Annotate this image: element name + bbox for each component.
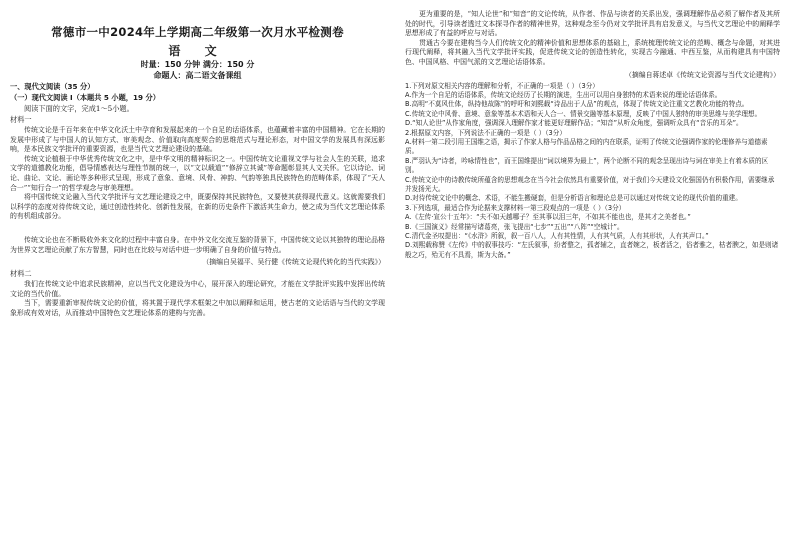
answer-option: A.作为一个自足的话语体系，传统文论经历了长期的演进，生出可以用自身独特的术语来说的理论话语体系。 bbox=[405, 90, 722, 99]
question-stem: 2.根据原文内容，下列说法不正确的一项是（ ）（3分） bbox=[405, 128, 566, 137]
answer-option: C.清代金圣叹提出：“《水浒》所叙，叙一百八人，人有其性情，人有其气质，人有其形状，人有其声口。” bbox=[405, 232, 709, 241]
material-1-source: （摘编自吴福平、吴行健《传统文论现代转化的当代实践》） bbox=[202, 258, 385, 267]
material-1-paragraph: 传统文论也在不断吸收外来文化的过程中丰富自身。在中外文化交流互鉴的背景下，中国传统文论以其独特的理论品格为世界文艺理论贡献了东方智慧，同时也在比较与对话中进一步明确了自身的价值与特点。 bbox=[10, 235, 385, 254]
answer-option: A.《左传·宣公十五年》：“夫不如天越哪子？至其事以泪三年，不如其不能也也，是其才之美者也。” bbox=[405, 213, 691, 222]
material-1-label: 材料一 bbox=[10, 115, 32, 124]
material-2-paragraph: 当下，需要重新审视传统文论的价值，将其置于现代学术框架之中加以阐释和运用，使古老的文论话语与当代的文学现象形成有效对话，从而推动中国特色文艺理论体系的建构与完善。 bbox=[10, 299, 385, 317]
answer-option: B.《三国演义》经常描写诸葛亮，张飞提出“七步”“五出”“八阵”“空城计”。 bbox=[405, 222, 624, 231]
reading-instruction: 阅读下面的文字，完成1～5小题。 bbox=[24, 104, 134, 113]
answer-option: D.“知人论世”从作家角度，强调深入理解作家才能更好理解作品；“知音”从听众角度，强调听众具有“音乐的耳朵”。 bbox=[405, 119, 743, 128]
material-2-continuation: 贯通古今要在建构当今人们传统文化的精神价值和思想体系的基础上，系统梳理传统文论的范畴、概念与命题，对其进行现代阐释，将其融入当代文学批评实践，促进传统文论的创造性转化，实现古今融通、中西互鉴，从而构建具有中国特色、中国风格、中国气派的文艺理论话语体系。 bbox=[405, 38, 780, 66]
material-1-paragraph: 传统文论是千百年来在中华文化沃土中孕育和发展起来的一个自足的话语体系，也蕴藏着丰富的中国精神。它在长期的发展中形成了与中国人的认知方式、审美观念、价值取向高度契合的思维范式与理论形态，对中国文学的发展具有深远影响，是本民族文学批评的重要资源，也是当代文艺理论建设的基础。 bbox=[10, 126, 385, 154]
author-line: 命题人：高二语文备课组 bbox=[153, 71, 242, 80]
answer-option: D.对待传统文论中的概念、术语，不能生搬硬套，但是分析语言和理论总是可以通过对传统文论的现代价值的重建。 bbox=[405, 194, 742, 203]
time-score: 时量：150 分钟 满分：150 分 bbox=[140, 60, 255, 69]
question-stem: 3.下列选项，最适合作为论据来支撑材料一第三段观点的一项是（ ）（3分） bbox=[405, 203, 626, 212]
material-2-paragraph: 我们在传统文论中追求民族精神，应以当代文化建设为中心，展开深入的理论研究，才能在文学批评实践中发挥出传统文论的当代价值。 bbox=[10, 280, 385, 298]
material-2-source: （摘编自蒋述卓《传统文论资源与当代文论建构》） bbox=[624, 70, 780, 79]
subsection-heading: （一）现代文阅读 I（本题共 5 小题，19 分） bbox=[10, 93, 160, 102]
right-column bbox=[405, 10, 780, 260]
material-2-continuation: 更为重要的是，“知人论世”和“知音”的文论传统，从作者、作品与读者的关系出发，强调理解作品必须了解作者及其所处的时代，引导读者透过文本探寻作者的精神世界，这种观念至今仍对文学批评具有启发意义，与当代文艺理论中的阐释学思想形成了有益的呼应与对话。 bbox=[405, 10, 780, 38]
material-1-paragraph: 将中国传统文论融入当代文学批评与文艺理论建设之中，既要保持其民族特色，又要使其获得现代意义。这就需要我们以科学的态度对待传统文论，通过创造性转化、创新性发展，在新的历史条件下激活其生命力，使之成为当代文艺理论体系的有机组成部分。 bbox=[10, 193, 385, 221]
answer-option: C.传统文论中风骨、意境、意象等基本术语和天人合一、情景交融等基本原理，反映了中国人独特的审美思维与美学理想。 bbox=[405, 109, 762, 118]
answer-option: C.传统文论中的诗教传统所蕴含的思想观念在当今社会依然具有重要价值，对于我们今天建设文化强国仍有积极作用，需要继承并发扬光大。 bbox=[405, 175, 775, 194]
answer-option: D.刘熙载称赞《左传》中的叙事技巧：“左氏叙事，纷者整之，孤者辅之，直者婉之，板者活之，俗者雅之，枯者腴之，如是则诸般之巧，殆无有不具焉，斯为大备。” bbox=[405, 241, 779, 259]
material-2-label: 材料二 bbox=[10, 269, 32, 279]
subject-label: 语 文 bbox=[168, 44, 227, 58]
material-1-paragraph: 传统文论植根于中华优秀传统文化之中，是中华文明的精神标识之一。中国传统文论重视文学与社会人生的关联，追求文学的道德教化功能，倡导情感表达与理性节制的统一，以“文以载道”“修辞立其诚”等命题彰显其人文关怀。它以诗论、词论、曲论、文论、画论等多种形式呈现，形成了意象、意境、风骨、神韵、气韵等独具民族特色的范畴体系，体现了“天人合一”“知行合一”的哲学观念与审美理想。 bbox=[10, 154, 385, 192]
section-heading: 一、现代文阅读（35 分） bbox=[10, 82, 95, 91]
left-column bbox=[10, 10, 385, 319]
answer-option: A.材料一第二段引用王国维之语，揭示了作家人格与作品品格之间的内在联系，证明了传统文论强调作家的伦理修养与道德素质。 bbox=[405, 138, 768, 156]
answer-option: B.高明“不莫风仕体，纵持他故陈”的呼吁和刘熙载“诗品出于人品”的观点，体现了传统文论注重文艺教化功能的特点。 bbox=[405, 100, 749, 109]
exam-title: 常德市一中2024年上学期高二年级第一次月水平检测卷 bbox=[51, 25, 344, 39]
paragraph-gap bbox=[10, 222, 385, 236]
answer-option: B.严羽认为“诗者，吟咏情性也”，而王国维提出“词以境界为最上”，两个论断不同的观念呈现出诗与词在审美上有着本质的区别。 bbox=[405, 156, 769, 175]
question-stem: 1.下列对原文相关内容的理解和分析，不正确的一项是（ ）（3分） bbox=[405, 81, 599, 90]
